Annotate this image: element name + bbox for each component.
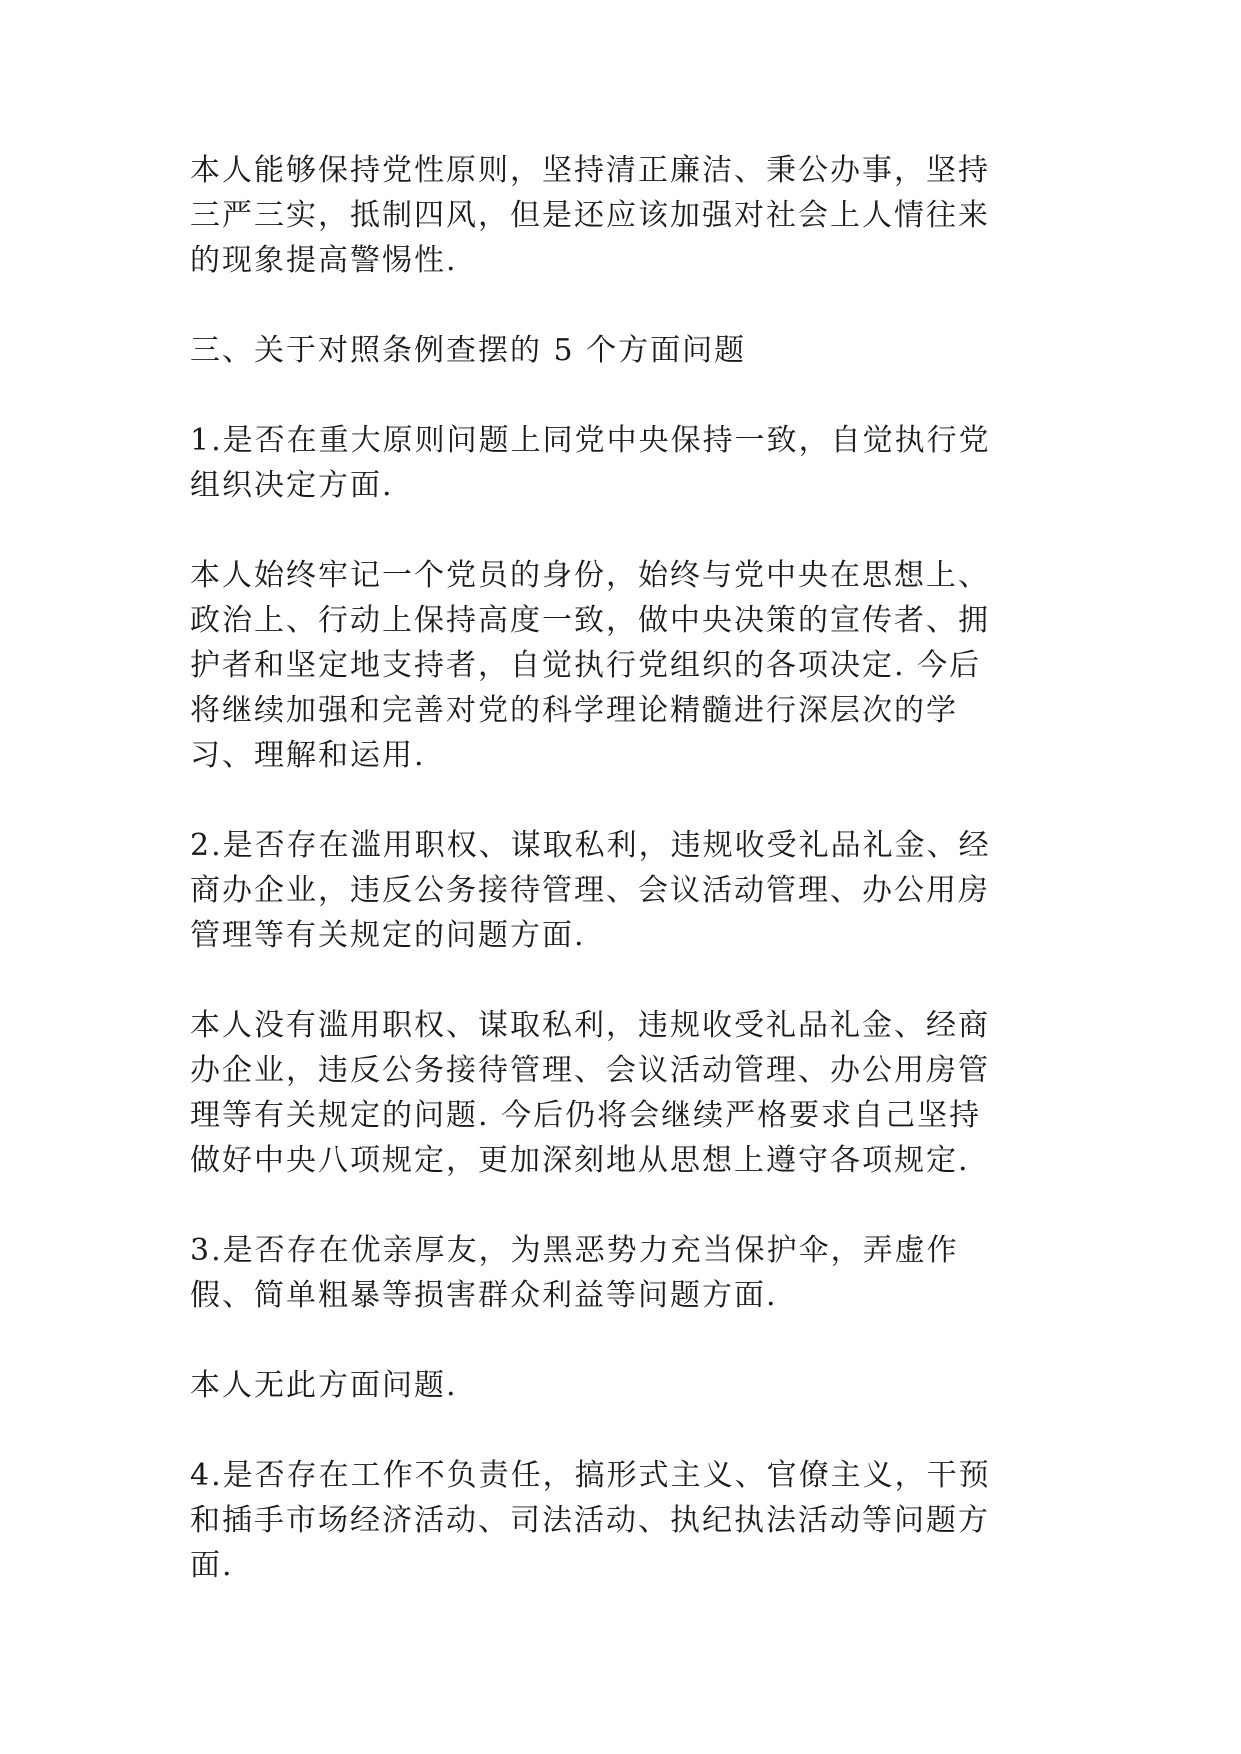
text-line: 政治上、行动上保持高度一致，做中央决策的宣传者、拥 <box>190 603 990 638</box>
section-heading-three <box>190 328 1050 373</box>
text-line: 习、理解和运用. <box>190 738 426 773</box>
text-line: 三严三实，抵制四风，但是还应该加强对社会上人情往来 <box>190 198 990 233</box>
paragraph-integrity-statement <box>190 148 1050 283</box>
text-line: 假、简单粗暴等损害群众利益等问题方面. <box>190 1278 778 1313</box>
text-line: 理等有关规定的问题. 今后仍将会继续严格要求自己坚持 <box>190 1098 982 1133</box>
text-line: 的现象提高警惕性. <box>190 243 458 278</box>
heading-line: 三、关于对照条例查摆的 5 个方面问题 <box>190 333 747 368</box>
text-line: 商办企业，违反公务接待管理、会议活动管理、办公用房 <box>190 873 990 908</box>
text-line: 将继续加强和完善对党的科学理论精髓进行深层次的学 <box>190 693 958 728</box>
text-line: 本人无此方面问题. <box>190 1368 458 1403</box>
question-item-4 <box>190 1453 1050 1588</box>
answer-item-3 <box>190 1363 1050 1408</box>
answer-item-2 <box>190 1003 1050 1183</box>
text-line: 本人始终牢记一个党员的身份，始终与党中央在思想上、 <box>190 558 990 593</box>
text-line: 本人没有滥用职权、谋取私利，违规收受礼品礼金、经商 <box>190 1008 990 1043</box>
text-line: 做好中央八项规定，更加深刻地从思想上遵守各项规定. <box>190 1143 970 1178</box>
question-item-3 <box>190 1228 1050 1318</box>
text-line: 本人能够保持党性原则，坚持清正廉洁、秉公办事，坚持 <box>190 153 990 188</box>
text-line: 办企业，违反公务接待管理、会议活动管理、办公用房管 <box>190 1053 990 1088</box>
text-line: 面. <box>190 1548 234 1583</box>
question-item-1 <box>190 418 1050 508</box>
document-body <box>190 148 1050 1633</box>
text-line: 和插手市场经济活动、司法活动、执纪执法活动等问题方 <box>190 1503 990 1538</box>
text-line: 3.是否存在优亲厚友，为黑恶势力充当保护伞，弄虚作 <box>190 1233 959 1268</box>
text-line: 1.是否在重大原则问题上同党中央保持一致，自觉执行党 <box>190 423 991 458</box>
text-line: 管理等有关规定的问题方面. <box>190 918 586 953</box>
text-line: 4.是否存在工作不负责任，搞形式主义、官僚主义，干预 <box>190 1458 991 1493</box>
answer-item-1 <box>190 553 1050 778</box>
question-item-2 <box>190 823 1050 958</box>
text-line: 组织决定方面. <box>190 468 394 503</box>
text-line: 2.是否存在滥用职权、谋取私利，违规收受礼品礼金、经 <box>190 828 991 863</box>
text-line: 护者和坚定地支持者，自觉执行党组织的各项决定. 今后 <box>190 648 982 683</box>
